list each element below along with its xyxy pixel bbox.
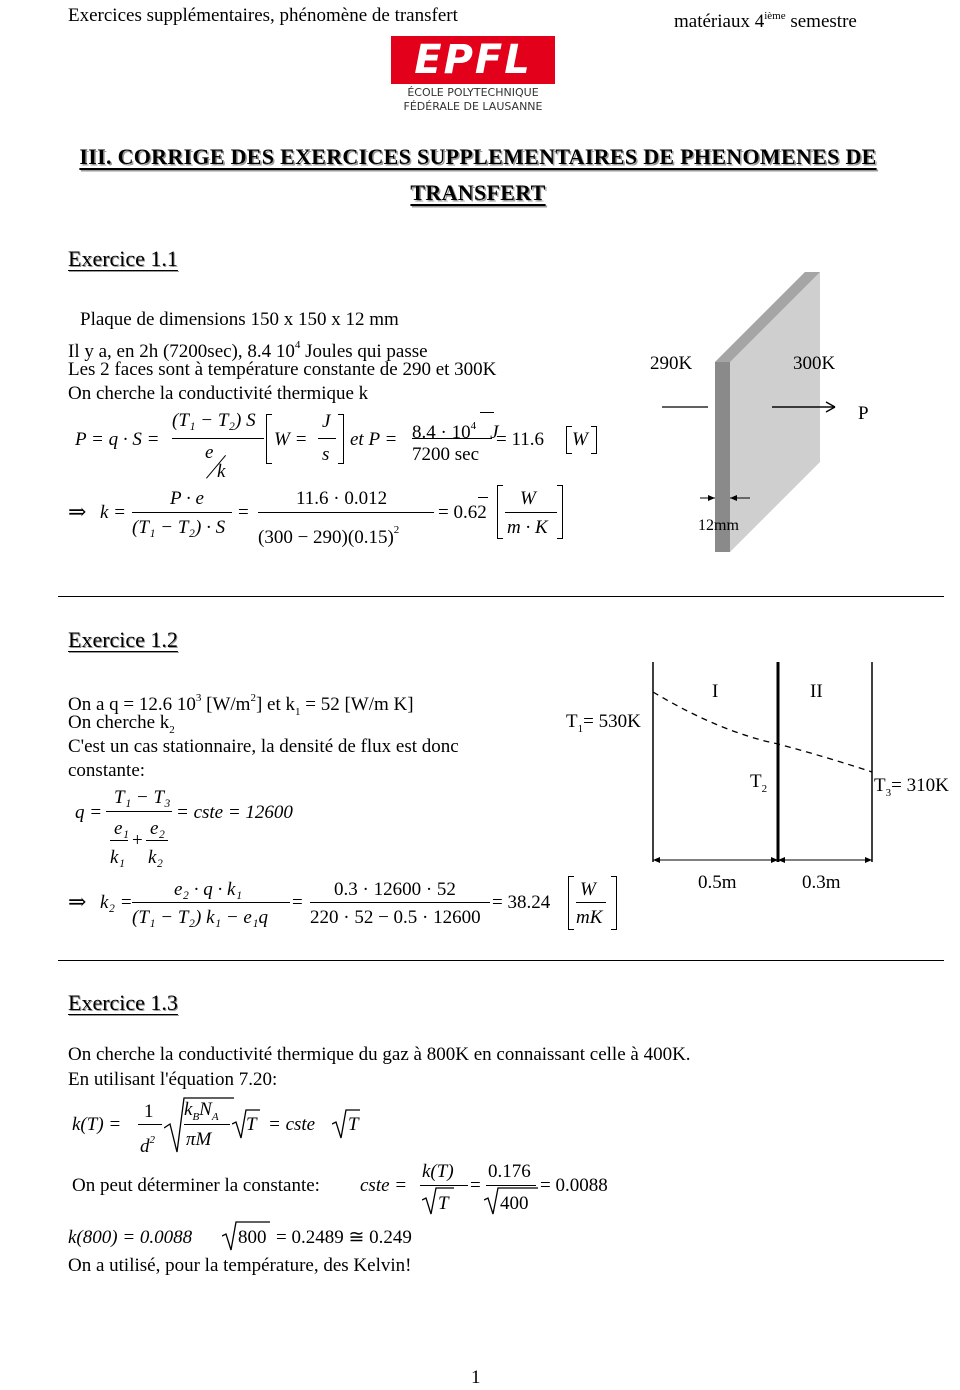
eq5-bar1 (138, 1124, 162, 1125)
arrow-head-top (826, 402, 835, 407)
eq3-k2: k₂ (148, 847, 164, 868)
eq5-den1: $d^2$ (140, 1134, 155, 1157)
eq2-num2: 11.6 · 0.012 (296, 488, 388, 509)
eq1-fraction-bar (172, 438, 264, 439)
eq4-den2: 220 · 52 − 0.5 · 12600 (310, 907, 481, 928)
page-title-line2: TRANSFERT (410, 180, 546, 205)
eq1-num: (T₁ − T₂) S (172, 410, 256, 431)
ex2-line2: On cherche $k_2$ (68, 712, 175, 736)
eq4-bar (132, 902, 290, 903)
ex3-heading: Exercice 1.3 (68, 990, 178, 1015)
eq4-num: e₂ · q · k₁ (174, 879, 243, 900)
label-layer-I: I (712, 681, 719, 702)
eq1-den-e: e (205, 442, 214, 463)
eq4-lhs: k₂ = (100, 892, 133, 913)
ex3-line4: On a utilisé, pour la température, des Kelvin! (68, 1255, 412, 1276)
eq2-arrow: ⇒ (68, 499, 87, 524)
label-e2: 0.3m (802, 872, 841, 893)
eq1-bracket-right (338, 414, 344, 464)
eq1-res-unit: W (572, 429, 588, 450)
eq6-num: k(T) (422, 1161, 454, 1182)
eq1-unit-W: W = (274, 429, 308, 450)
eq6-den: T (438, 1193, 449, 1214)
eq4-arrow: ⇒ (68, 889, 87, 914)
eq3-num: T₁ − T₃ (114, 787, 171, 808)
ex1-line2: Il y a, en 2h (7200sec), 8.4 $10^4$ Joules qui passe (68, 339, 428, 362)
eq1-den-k: k (217, 461, 226, 482)
logo-line2: FÉDÉRALE DE LAUSANNE (403, 100, 543, 113)
logo-wordmark: EPFL (414, 37, 532, 83)
eq4-bar2 (310, 902, 490, 903)
eq3-e1: e₁ (114, 818, 130, 839)
eq6-result: = 0.0088 (540, 1175, 608, 1196)
dim-arrow-left (708, 495, 715, 501)
eq4-bracket-right (611, 876, 617, 930)
dim-e2-arrow-right (865, 857, 872, 863)
eq3-plus: + (132, 830, 143, 851)
eq4-num2: 0.3 · 12600 · 52 (334, 879, 456, 900)
eq1-unit-s: s (322, 444, 330, 465)
eq4-den: (T₁ − T₂) k₁ − e₁q (132, 907, 268, 928)
ex2-line4: constante: (68, 760, 146, 781)
label-T3: $T_3= 310K$ (874, 775, 949, 799)
eq1-den2: 7200 sec (412, 444, 480, 465)
separator-1 (58, 596, 944, 597)
ex1-heading: Exercice 1.1 (68, 246, 178, 271)
eq7-result: = 0.2489 ≅ 0.249 (276, 1227, 412, 1248)
eq5-rhs: = cste (268, 1114, 316, 1135)
eq4-eq: = (292, 892, 303, 913)
label-P: P (858, 403, 869, 424)
eq1-lhs: P = q · S = (75, 429, 160, 450)
eq5-T: T (246, 1114, 257, 1135)
ex1-line4: On cherche la conductivité thermique k (68, 383, 369, 404)
label-layer-II: II (810, 681, 823, 702)
ex3-line1: On cherche la conductivité thermique du gaz à 800K en connaissant celle à 400K. (68, 1044, 691, 1065)
page-number: 1 (471, 1367, 481, 1388)
eq3-bar-e1 (110, 840, 128, 841)
separator-2 (58, 960, 944, 961)
eq4-unit-den: mK (576, 907, 603, 928)
eq1-result: = 11.6 (496, 429, 545, 450)
eq5-den2: πM (186, 1129, 212, 1150)
eq5-T2: T (348, 1114, 359, 1135)
eq6-eq: = (470, 1175, 481, 1196)
label-290K: 290K (650, 353, 693, 374)
ex2-line3: C'est un cas stationnaire, la densité de flux est donc (68, 736, 459, 757)
eq1-bracket-left (266, 414, 272, 464)
eq2-bar (132, 512, 232, 513)
ex1-line3: Les 2 faces sont à température constante de 290 et 300K (68, 359, 497, 380)
eq2-unit-den: m · K (507, 517, 548, 538)
eq2-den2: $(300 - 290)(0.15)^2$ (258, 524, 400, 548)
eq1-overbar (480, 412, 494, 413)
epfl-logo (391, 36, 555, 116)
ex3-line2: En utilisant l'équation 7.20: (68, 1069, 278, 1090)
eq6-den2: 400 (500, 1193, 529, 1214)
eq4-unit-num: W (580, 879, 596, 900)
logo-line1: ÉCOLE POLYTECHNIQUE (407, 86, 539, 99)
label-e1: 0.5m (698, 872, 737, 893)
dim-e1-arrow-left (653, 857, 660, 863)
eq2-den: (T₁ − T₂) · S (132, 517, 226, 538)
eq2-bar2 (258, 512, 434, 513)
eq7-sqrt: 800 (238, 1227, 267, 1248)
eq2-unit-num: W (520, 488, 536, 509)
eq3-rhs: = cste = 12600 (176, 802, 293, 823)
eq2-bracket-left (497, 485, 503, 539)
ex2-line1: On a q = 12.6 $10^3$ $[W/m^2]$ et $k_1 = 52$ [W/m K] (68, 692, 414, 718)
eq2-overbar (478, 497, 488, 498)
eq4-result: = 38.24 (492, 892, 551, 913)
eq2-bracket-right (557, 485, 563, 539)
eq3-e2: e₂ (150, 818, 166, 839)
header-right: matériaux 4ième semestre (674, 10, 857, 32)
label-12mm: 12mm (698, 517, 739, 534)
eq1-fraction-bar2 (412, 438, 492, 439)
ex1-line1: Plaque de dimensions 150 x 150 x 12 mm (80, 309, 399, 330)
label-T2: $T_2$ (750, 771, 768, 795)
temperature-profile (653, 692, 872, 772)
page-title-line1: III. CORRIGE DES EXERCICES SUPPLEMENTAIRES DE PHENOMENES DE (79, 144, 877, 169)
eq6-num2: 0.176 (488, 1161, 531, 1182)
eq3-bar (106, 811, 172, 812)
eq2-unit-bar (505, 512, 557, 513)
eq2-lhs: k = (100, 502, 127, 523)
logo-wordmark-block (391, 36, 555, 84)
eq3-lhs: q = (75, 802, 103, 823)
arrow-head-bottom (826, 407, 835, 412)
eq5-num1: 1 (144, 1101, 154, 1122)
label-T1: $T_1= 530K$ (566, 711, 641, 735)
eq4-unit-bar (576, 902, 606, 903)
eq5-num2: $k_BN_A$ (184, 1099, 219, 1123)
eq2-num: P · e (170, 488, 204, 509)
eq1-res-bracket-right (591, 426, 597, 454)
ex3-line3: On peut déterminer la constante: (72, 1175, 320, 1196)
eq3-bar-e2 (146, 840, 168, 841)
eq3-k1: k₁ (110, 847, 126, 868)
eq2-result: = 0.62 (438, 502, 487, 523)
eq1-unit-bar (318, 438, 336, 439)
plate-diagram (640, 262, 890, 552)
eq7-text: k(800) = 0.0088 (68, 1227, 193, 1248)
header-left: Exercices supplémentaires, phénomène de transfert (68, 5, 458, 26)
eq1-num2: $8.4 \cdot 10^4$ J (412, 420, 499, 443)
ex2-heading: Exercice 1.2 (68, 627, 178, 652)
label-300K: 300K (793, 353, 836, 374)
eq6-cste: cste = (360, 1175, 408, 1196)
eq4-bracket-left (568, 876, 574, 930)
eq2-eq: = (238, 502, 249, 523)
eq1-et: et P = (350, 429, 398, 450)
eq5-lhs: k(T) = (72, 1114, 122, 1135)
eq1-unit-J: J (322, 411, 331, 432)
eq5-bar2 (184, 1124, 230, 1125)
